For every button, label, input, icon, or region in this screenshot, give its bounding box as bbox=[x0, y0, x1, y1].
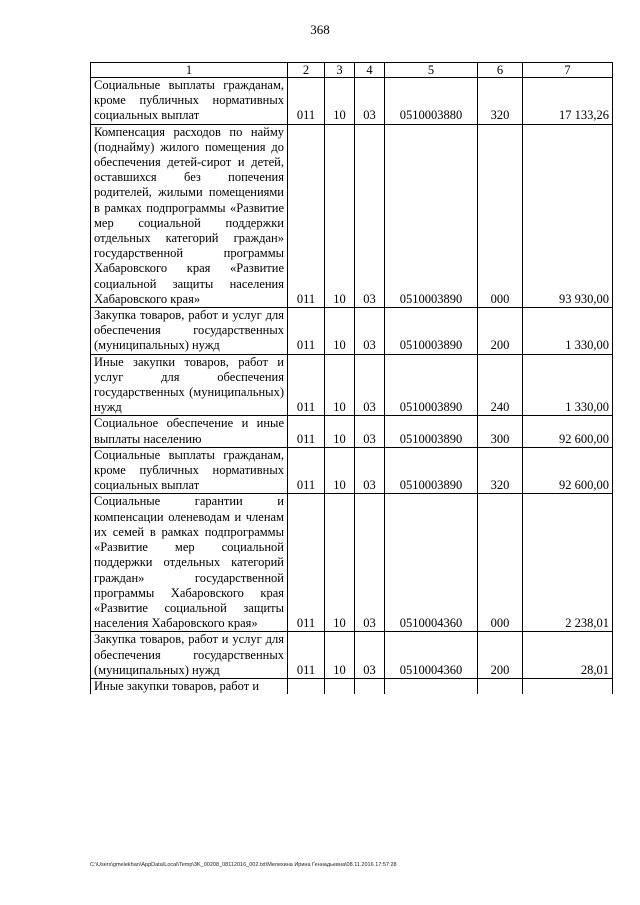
target-item-code: 0510003890 bbox=[385, 416, 478, 447]
table-body bbox=[91, 78, 613, 695]
ministry-code bbox=[288, 678, 325, 694]
target-item-code: 0510003880 bbox=[385, 78, 478, 125]
column-header: 6 bbox=[478, 63, 523, 78]
expense-type-code bbox=[478, 678, 523, 694]
subsection-code: 03 bbox=[355, 354, 385, 416]
amount: 93 930,00 bbox=[523, 124, 613, 307]
section-code: 10 bbox=[325, 124, 355, 307]
target-item-code: 0510004360 bbox=[385, 632, 478, 679]
column-header: 5 bbox=[385, 63, 478, 78]
table-row bbox=[91, 678, 613, 694]
target-item-code bbox=[385, 678, 478, 694]
subsection-code: 03 bbox=[355, 308, 385, 355]
row-description: Социальное обеспечение и иные выплаты населению bbox=[91, 416, 288, 447]
file-path-footer: C:\Users\gmelekhan\AppData\Local\Temp\3K_00208_08112016_002.txt\Мелехина Ирина Геннадьевна\08.11.2016 17:57:28 bbox=[90, 862, 397, 868]
ministry-code: 011 bbox=[288, 416, 325, 447]
section-code: 10 bbox=[325, 416, 355, 447]
amount: 1 330,00 bbox=[523, 308, 613, 355]
column-header: 4 bbox=[355, 63, 385, 78]
section-code: 10 bbox=[325, 78, 355, 125]
row-description: Иные закупки товаров, работ и bbox=[91, 678, 288, 694]
row-description: Социальные гарантии и компенсации оленеводам и членам их семей в рамках подпрограммы «Развитие мер социальной поддержки отдельных категорий граждан» государственной программы Хабаровского края «Развитие социальной защиты населения Хабаровского края» bbox=[91, 494, 288, 632]
expense-type-code: 000 bbox=[478, 124, 523, 307]
section-code bbox=[325, 678, 355, 694]
amount: 2 238,01 bbox=[523, 494, 613, 632]
table-header-row bbox=[91, 63, 613, 78]
amount: 28,01 bbox=[523, 632, 613, 679]
section-code: 10 bbox=[325, 447, 355, 494]
table-row bbox=[91, 494, 613, 632]
section-code: 10 bbox=[325, 632, 355, 679]
expense-type-code: 320 bbox=[478, 78, 523, 125]
table-row bbox=[91, 632, 613, 679]
section-code: 10 bbox=[325, 308, 355, 355]
target-item-code: 0510003890 bbox=[385, 308, 478, 355]
column-header: 1 bbox=[91, 63, 288, 78]
target-item-code: 0510003890 bbox=[385, 124, 478, 307]
ministry-code: 011 bbox=[288, 78, 325, 125]
row-description: Социальные выплаты гражданам, кроме публичных нормативных социальных выплат bbox=[91, 78, 288, 125]
expense-type-code: 200 bbox=[478, 632, 523, 679]
expense-type-code: 240 bbox=[478, 354, 523, 416]
expense-type-code: 320 bbox=[478, 447, 523, 494]
subsection-code: 03 bbox=[355, 494, 385, 632]
amount: 92 600,00 bbox=[523, 447, 613, 494]
subsection-code bbox=[355, 678, 385, 694]
column-header: 3 bbox=[325, 63, 355, 78]
row-description: Социальные выплаты гражданам, кроме публичных нормативных социальных выплат bbox=[91, 447, 288, 494]
table-row bbox=[91, 416, 613, 447]
target-item-code: 0510003890 bbox=[385, 354, 478, 416]
column-header: 7 bbox=[523, 63, 613, 78]
subsection-code: 03 bbox=[355, 447, 385, 494]
section-code: 10 bbox=[325, 354, 355, 416]
ministry-code: 011 bbox=[288, 632, 325, 679]
expense-type-code: 000 bbox=[478, 494, 523, 632]
amount bbox=[523, 678, 613, 694]
amount: 92 600,00 bbox=[523, 416, 613, 447]
subsection-code: 03 bbox=[355, 78, 385, 125]
table-row bbox=[91, 447, 613, 494]
ministry-code: 011 bbox=[288, 308, 325, 355]
column-header: 2 bbox=[288, 63, 325, 78]
table-row bbox=[91, 308, 613, 355]
ministry-code: 011 bbox=[288, 447, 325, 494]
row-description: Закупка товаров, работ и услуг для обеспечения государственных (муниципальных) нужд bbox=[91, 308, 288, 355]
table-row bbox=[91, 124, 613, 307]
subsection-code: 03 bbox=[355, 632, 385, 679]
page-number: 368 bbox=[310, 22, 330, 37]
amount: 1 330,00 bbox=[523, 354, 613, 416]
row-description: Закупка товаров, работ и услуг для обеспечения государственных (муниципальных) нужд bbox=[91, 632, 288, 679]
section-code: 10 bbox=[325, 494, 355, 632]
subsection-code: 03 bbox=[355, 124, 385, 307]
table-row bbox=[91, 78, 613, 125]
subsection-code: 03 bbox=[355, 416, 385, 447]
budget-table bbox=[90, 62, 613, 694]
amount: 17 133,26 bbox=[523, 78, 613, 125]
row-description: Компенсация расходов по найму (поднайму) жилого помещения до обеспечения детей-сирот и детей, оставшихся без попечения родителей, жилыми помещениями в рамках подпрограммы «Развитие мер социальной поддержки отдельных категорий граждан» государственной программы Хабаровского края «Развитие социальной защиты населения Хабаровского края» bbox=[91, 124, 288, 307]
ministry-code: 011 bbox=[288, 124, 325, 307]
ministry-code: 011 bbox=[288, 354, 325, 416]
expense-type-code: 300 bbox=[478, 416, 523, 447]
row-description: Иные закупки товаров, работ и услуг для обеспечения государственных (муниципальных) нужд bbox=[91, 354, 288, 416]
target-item-code: 0510004360 bbox=[385, 494, 478, 632]
table-row bbox=[91, 354, 613, 416]
expense-type-code: 200 bbox=[478, 308, 523, 355]
target-item-code: 0510003890 bbox=[385, 447, 478, 494]
ministry-code: 011 bbox=[288, 494, 325, 632]
